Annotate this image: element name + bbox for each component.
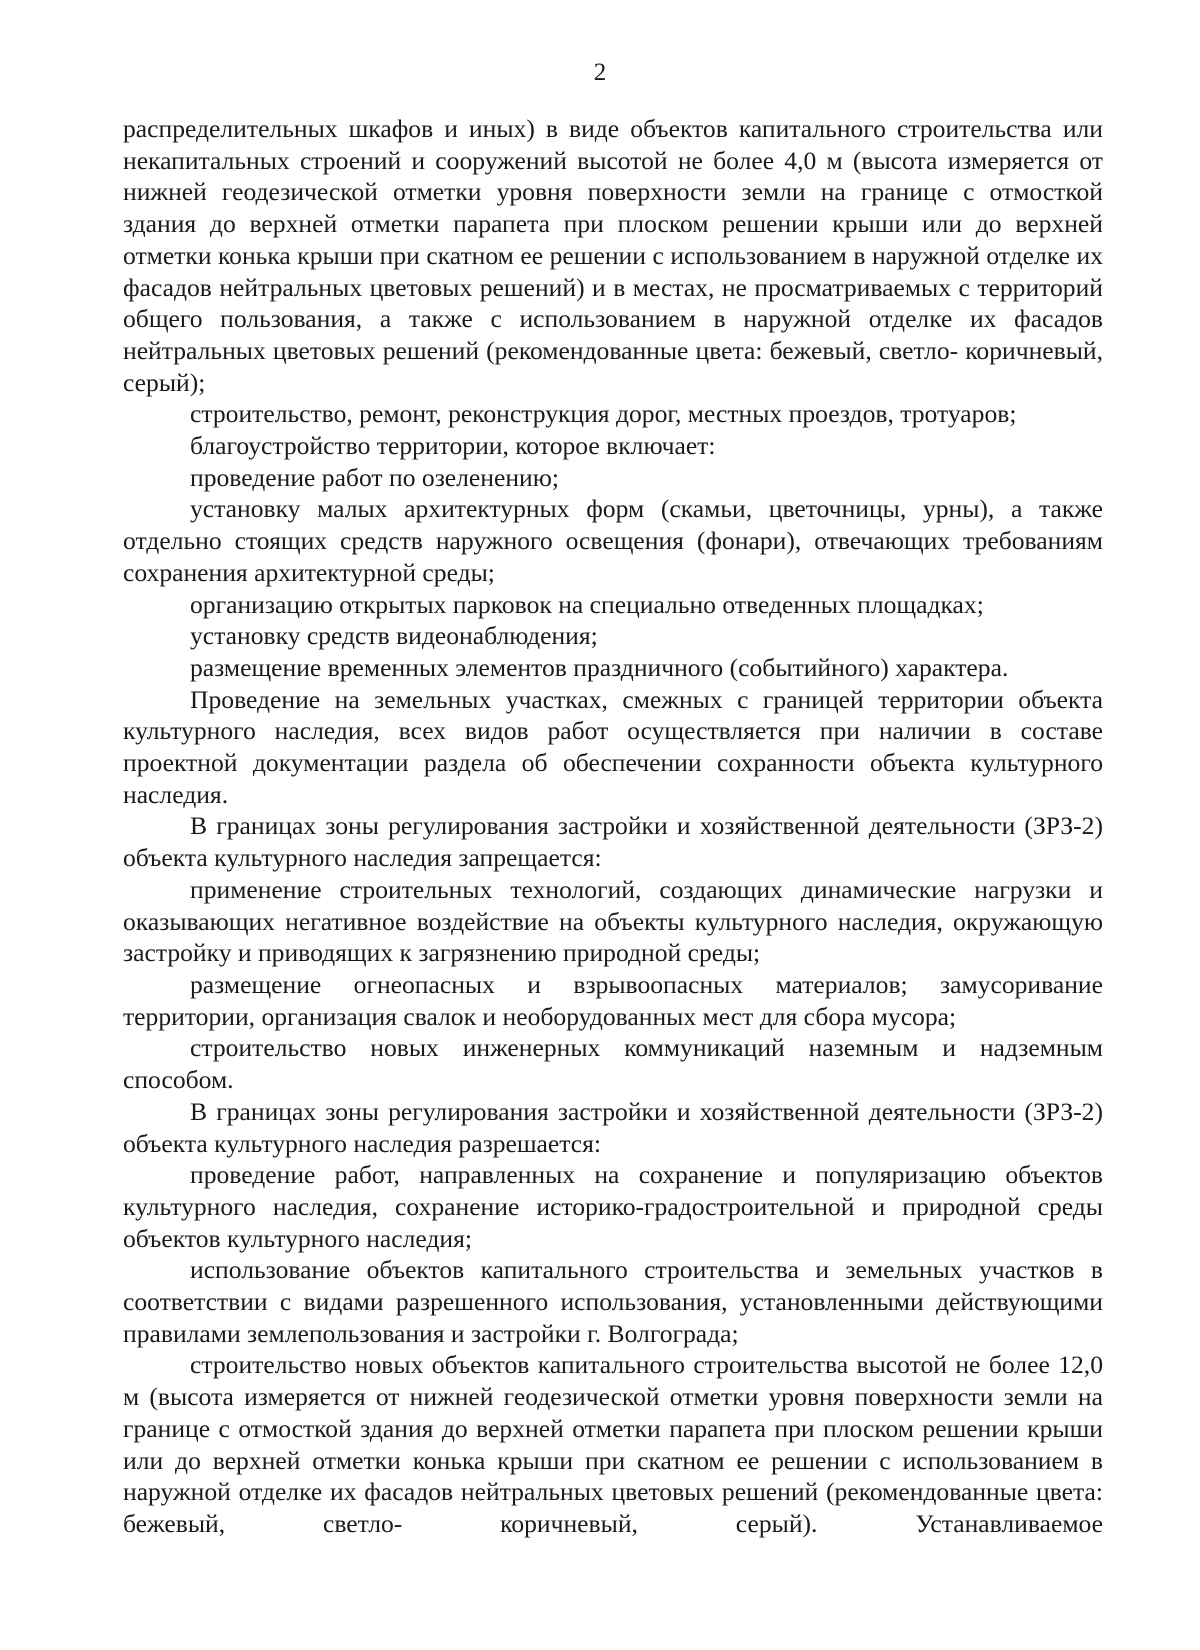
paragraph: строительство новых объектов капитального строительства высотой не более 12,0 м (высота измеряется от нижней геодезической отметки уровня поверхности земли на границе с отмосткой здания до верхней отметки парапета при плоском решении крыши или до верхней отметки конька крыши при скатном ее решении с использованием в наружной отделке их фасадов нейтральных цветовых решений (рекомендованные цвета: бежевый, светло- коричневый, серый). Устанавливаемое [123,1350,1103,1538]
page-number: 2 [593,59,607,86]
paragraph: В границах зоны регулирования застройки и хозяйственной деятельности (ЗРЗ-2) объекта культурного наследия запрещается: [123,811,1103,873]
paragraph: Проведение на земельных участках, смежных с границей территории объекта культурного наследия, всех видов работ осуществляется при наличии в составе проектной документации раздела об обеспечении сохранности объекта культурного наследия. [123,684,1103,809]
paragraph: благоустройство территории, которое включает: [190,431,716,461]
paragraph: применение строительных технологий, создающих динамические нагрузки и оказывающих негативное воздействие на объекты культурного наследия, окружающую застройку и приводящих к загрязнению природной среды; [123,874,1103,968]
paragraph: размещение временных элементов праздничного (событийного) характера. [190,652,1009,682]
paragraph: строительство, ремонт, реконструкция дорог, местных проездов, тротуаров; [190,399,1017,429]
paragraph: размещение огнеопасных и взрывоопасных материалов; замусоривание территории, организация свалок и необорудованных мест для сбора мусора; [123,969,1103,1031]
paragraph: использование объектов капитального строительства и земельных участков в соответствии с видами разрешенного использования, установленными действующими правилами землепользования и застройки г. Волгограда; [123,1255,1103,1348]
paragraph: установку малых архитектурных форм (скамьи, цветочницы, урны), а также отдельно стоящих средств наружного освещения (фонари), отвечающих требованиям сохранения архитектурной среды; [123,494,1103,587]
paragraph: строительство новых инженерных коммуникаций наземным и надземным способом. [123,1033,1103,1095]
paragraph: организацию открытых парковок на специально отведенных площадках; [190,589,984,619]
paragraph: распределительных шкафов и иных) в виде объектов капитального строительства или некапитальных строений и сооружений высотой не более 4,0 м (высота измеряется от нижней геодезической отметки уровня поверхности земли на границе с отмосткой здания до верхней отметки парапета при плоском решении крыши или до верхней отметки конька крыши при скатном ее решении с использованием в наружной отделке их фасадов нейтральных цветовых решений) и в местах, не просматриваемых с территорий общего пользования, а также с использованием в наружной отделке их фасадов нейтральных цветовых решений (рекомендованные цвета: бежевый, светло- коричневый, серый); [123,114,1103,397]
paragraph: проведение работ по озеленению; [190,462,559,492]
paragraph: проведение работ, направленных на сохранение и популяризацию объектов культурного наследия, сохранение историко-градостроительной и природной среды объектов культурного наследия; [123,1160,1103,1253]
paragraph: установку средств видеонаблюдения; [190,621,598,651]
document-body [123,113,1103,1540]
paragraph: В границах зоны регулирования застройки и хозяйственной деятельности (ЗРЗ-2) объекта культурного наследия разрешается: [123,1096,1103,1158]
